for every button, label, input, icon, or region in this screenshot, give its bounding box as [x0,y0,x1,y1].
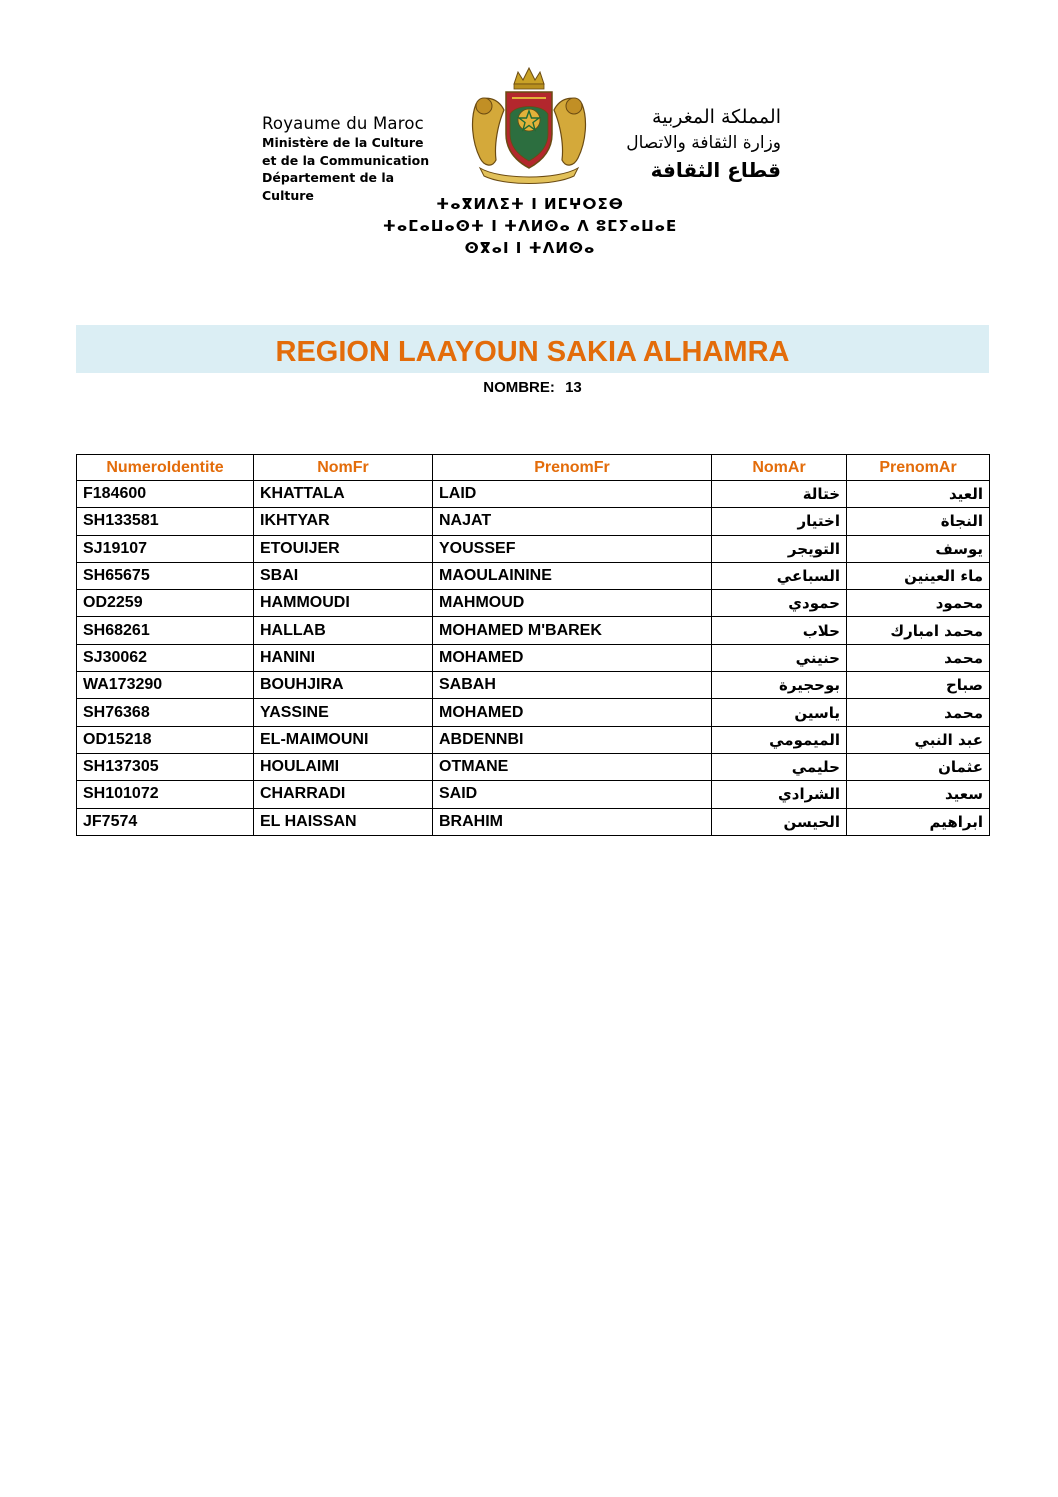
last-name-ar-cell: حمودي [712,590,847,617]
last-name-ar-cell: ختالة [712,481,847,508]
first-name-fr-cell: MOHAMED [433,699,712,726]
first-name-fr-cell: YOUSSEF [433,535,712,562]
letterhead-french [262,114,442,204]
last-name-ar-cell: حليمي [712,753,847,780]
last-name-fr-cell: YASSINE [254,699,433,726]
first-name-ar-cell: صباح [847,672,990,699]
letterhead-ar-line: وزارة الثقافة والاتصال [626,133,781,153]
id-number-cell: F184600 [77,481,254,508]
first-name-fr-cell: LAID [433,481,712,508]
letterhead-fr-line: Ministère de la Culture [262,135,424,150]
count-label: NOMBRE: [483,379,555,396]
last-name-ar-cell: حنيني [712,644,847,671]
last-name-ar-cell: بوحجيرة [712,672,847,699]
first-name-fr-cell: BRAHIM [433,808,712,835]
first-name-fr-cell: SAID [433,781,712,808]
table-row [77,562,990,589]
id-number-cell: SJ30062 [77,644,254,671]
table-row [77,590,990,617]
first-name-ar-cell: سعيد [847,781,990,808]
first-name-fr-cell: SABAH [433,672,712,699]
letterhead-ar-line: المملكة المغربية [652,106,781,128]
last-name-fr-cell: HOULAIMI [254,753,433,780]
first-name-fr-cell: ABDENNBI [433,726,712,753]
last-name-fr-cell: SBAI [254,562,433,589]
column-header: NomFr [254,455,433,481]
letterhead-tifinagh-line: ⵜⴰⴳⵍⴷⵉⵜ ⵏ ⵍⵎⵖⵔⵉⴱ [436,195,624,213]
letterhead-tifinagh-line: ⵙⴳⴰⵏ ⵏ ⵜⴷⵍⵙⴰ [464,239,596,257]
first-name-fr-cell: MAHMOUD [433,590,712,617]
id-number-cell: JF7574 [77,808,254,835]
first-name-ar-cell: العيد [847,481,990,508]
last-name-fr-cell: ETOUIJER [254,535,433,562]
table-row [77,508,990,535]
first-name-ar-cell: يوسف [847,535,990,562]
column-header: PrenomFr [433,455,712,481]
id-number-cell: SJ19107 [77,535,254,562]
letterhead-ar-line: قطاع الثقافة [650,158,781,182]
first-name-ar-cell: ماء العينين [847,562,990,589]
id-number-cell: SH137305 [77,753,254,780]
table-row [77,781,990,808]
table-row [77,753,990,780]
last-name-ar-cell: اختيار [712,508,847,535]
letterhead-tifinagh [380,193,680,259]
column-header: PrenomAr [847,455,990,481]
column-header: NumeroIdentite [77,455,254,481]
last-name-fr-cell: EL-MAIMOUNI [254,726,433,753]
letterhead-fr-line: et de la Communication [262,152,430,168]
people-table [76,454,990,836]
first-name-ar-cell: ابراهيم [847,808,990,835]
id-number-cell: OD2259 [77,590,254,617]
last-name-fr-cell: HALLAB [254,617,433,644]
first-name-ar-cell: النجاة [847,508,990,535]
last-name-ar-cell: التويجر [712,535,847,562]
id-number-cell: SH76368 [77,699,254,726]
first-name-fr-cell: MAOULAININE [433,562,712,589]
first-name-ar-cell: عثمان [847,753,990,780]
id-number-cell: SH133581 [77,508,254,535]
table-row [77,617,990,644]
first-name-ar-cell: محمد امبارك [847,617,990,644]
last-name-ar-cell: حلاب [712,617,847,644]
moroccan-coat-of-arms-icon [464,64,594,186]
last-name-fr-cell: EL HAISSAN [254,808,433,835]
last-name-fr-cell: IKHTYAR [254,508,433,535]
last-name-ar-cell: الميمومي [712,726,847,753]
letterhead-tifinagh-line: ⵜⴰⵎⴰⵡⴰⵙⵜ ⵏ ⵜⴷⵍⵙⴰ ⴷ ⵓⵎⵢⴰⵡⴰⴹ [382,217,678,235]
column-header: NomAr [712,455,847,481]
last-name-ar-cell: ياسين [712,699,847,726]
table-row [77,808,990,835]
count-line [76,377,989,399]
id-number-cell: WA173290 [77,672,254,699]
count-value: 13 [565,379,582,396]
id-number-cell: SH101072 [77,781,254,808]
last-name-fr-cell: KHATTALA [254,481,433,508]
last-name-fr-cell: HAMMOUDI [254,590,433,617]
last-name-ar-cell: الشرادي [712,781,847,808]
first-name-ar-cell: محمد [847,699,990,726]
last-name-fr-cell: HANINI [254,644,433,671]
last-name-fr-cell: CHARRADI [254,781,433,808]
first-name-fr-cell: OTMANE [433,753,712,780]
id-number-cell: OD15218 [77,726,254,753]
first-name-fr-cell: MOHAMED M'BAREK [433,617,712,644]
last-name-fr-cell: BOUHJIRA [254,672,433,699]
table-row [77,481,990,508]
table-row [77,535,990,562]
id-number-cell: SH65675 [77,562,254,589]
first-name-fr-cell: MOHAMED [433,644,712,671]
table-row [77,644,990,671]
letterhead-arabic [596,104,781,185]
page-title: REGION LAAYOUN SAKIA ALHAMRA [275,336,790,368]
letterhead-fr-line: Royaume du Maroc [262,114,424,133]
letterhead [0,0,1058,280]
letterhead-fr-line: Département de la Culture [262,170,395,203]
table-header-row [77,455,990,481]
first-name-ar-cell: محمود [847,590,990,617]
table-row [77,726,990,753]
first-name-fr-cell: NAJAT [433,508,712,535]
last-name-ar-cell: السباعي [712,562,847,589]
id-number-cell: SH68261 [77,617,254,644]
first-name-ar-cell: محمد [847,644,990,671]
first-name-ar-cell: عبد النبي [847,726,990,753]
last-name-ar-cell: الحيسن [712,808,847,835]
table-row [77,672,990,699]
table-row [77,699,990,726]
